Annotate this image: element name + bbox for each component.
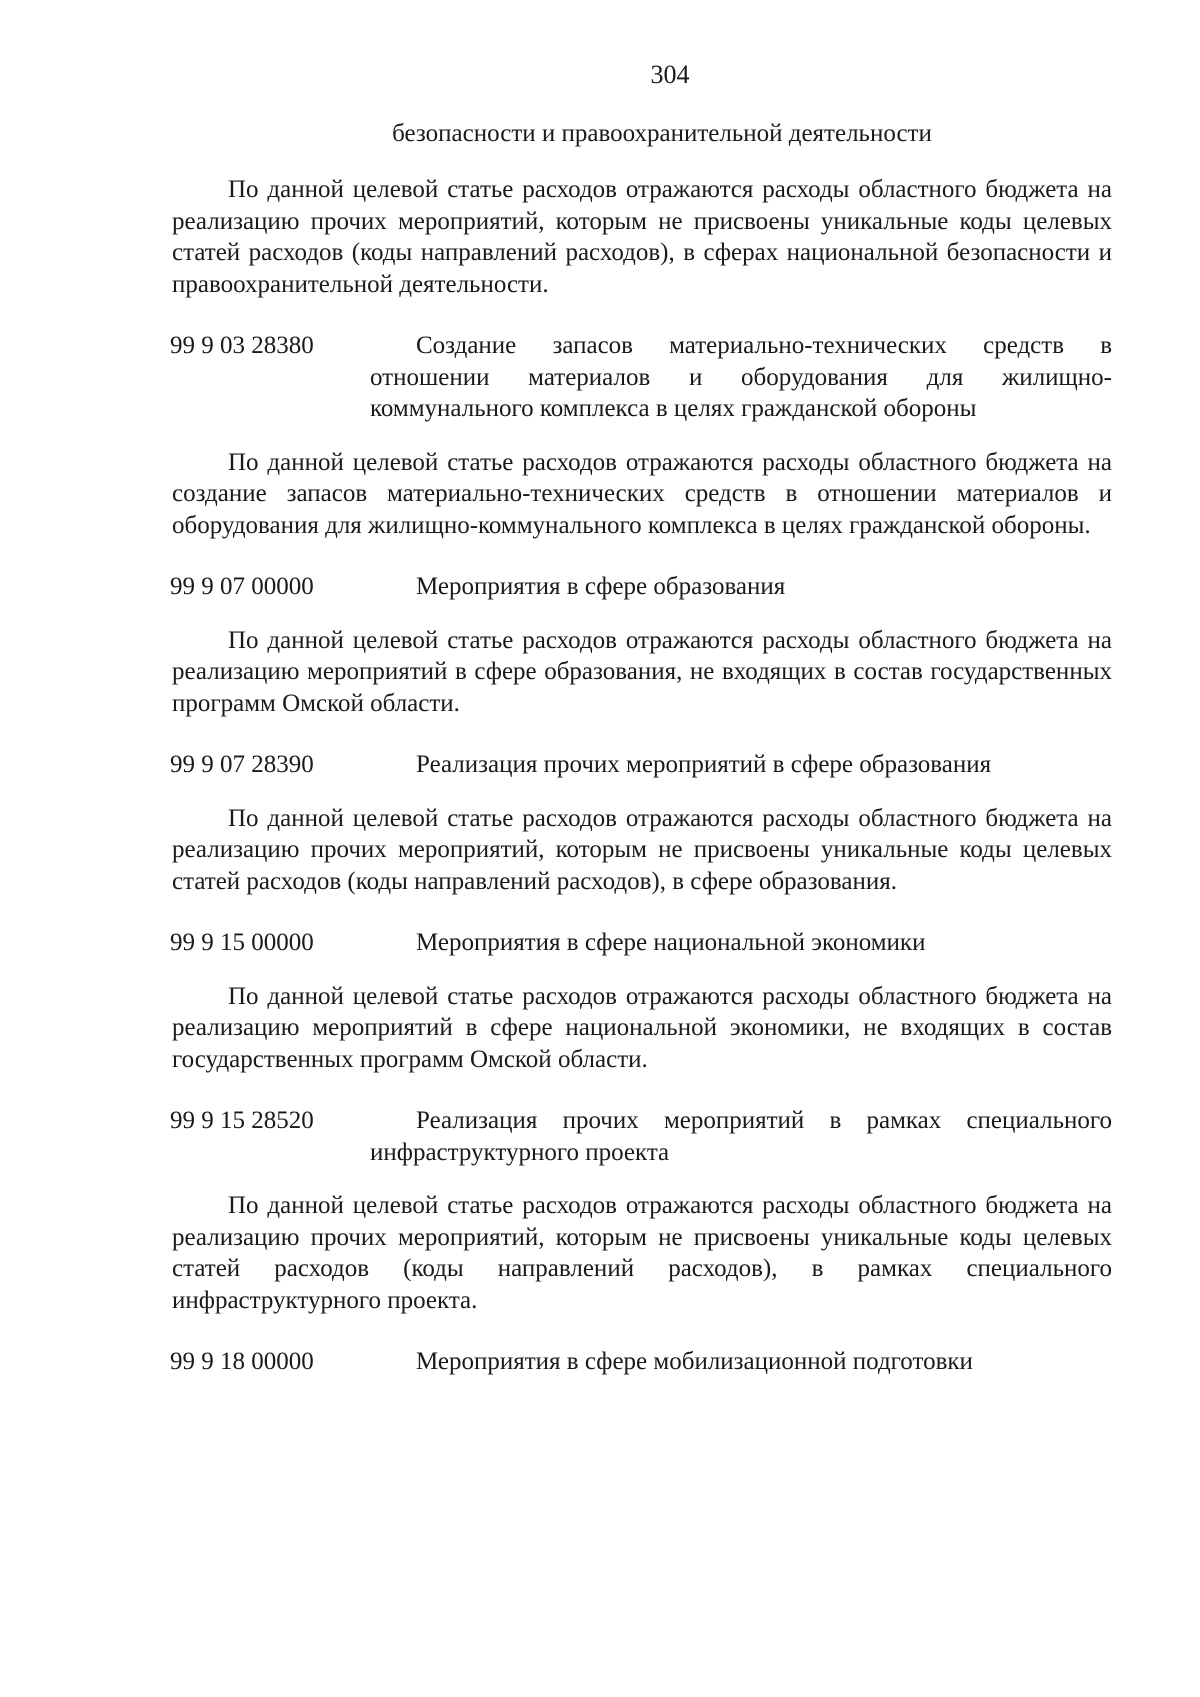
entry-code: 99 9 18 00000 (170, 1348, 314, 1375)
entry-code: 99 9 15 00000 (170, 929, 314, 956)
document-body (172, 118, 1112, 1378)
entry-title: Реализация прочих мероприятий в рамках специального инфраструктурного проекта (370, 1107, 1112, 1166)
entry-code: 99 9 03 28380 (170, 332, 314, 359)
entry-heading (172, 330, 1112, 425)
entry-heading (172, 1105, 1112, 1168)
page-number: 304 (650, 60, 690, 89)
entry-heading (172, 571, 1112, 603)
entry-heading (172, 749, 1112, 781)
entry-block (172, 1346, 1112, 1378)
entry-block (172, 749, 1112, 927)
entry-description: По данной целевой статье расходов отражаются расходы областного бюджета на реализацию мероприятий в сфере национальной экономики, не входящих в состав государственных программ Омской области. (172, 982, 1112, 1073)
entry-code: 99 9 15 28520 (170, 1107, 314, 1134)
entry-block (172, 330, 1112, 571)
entry-heading (172, 927, 1112, 959)
entry-description: По данной целевой статье расходов отражаются расходы областного бюджета на реализацию прочих мероприятий, которым не присвоены уникальные коды целевых статей расходов (коды направлений расходов), в сфере образования. (172, 804, 1112, 895)
entry-title: Реализация прочих мероприятий в сфере образования (416, 751, 992, 778)
entry-code: 99 9 07 28390 (170, 751, 314, 778)
entry-title: Мероприятия в сфере национальной экономики (416, 929, 926, 956)
entry-block (172, 927, 1112, 1105)
entry-block (172, 571, 1112, 749)
section-heading-continued: безопасности и правоохранительной деятельности (392, 120, 932, 147)
entry-description: По данной целевой статье расходов отражаются расходы областного бюджета на реализацию прочих мероприятий, которым не присвоены уникальные коды целевых статей расходов (коды направлений расходов), в рамках специального инфраструктурного проекта. (172, 1192, 1112, 1314)
entry-description: По данной целевой статье расходов отражаются расходы областного бюджета на создание запасов материально-технических средств в отношении материалов и оборудования для жилищно-коммунального комплекса в целях гражданской обороны. (172, 448, 1112, 539)
entry-title: Мероприятия в сфере мобилизационной подготовки (416, 1348, 973, 1375)
entry-code: 99 9 07 00000 (170, 573, 314, 600)
entry-title: Мероприятия в сфере образования (416, 573, 786, 600)
entry-description: По данной целевой статье расходов отражаются расходы областного бюджета на реализацию мероприятий в сфере образования, не входящих в состав государственных программ Омской области. (172, 626, 1112, 717)
entry-title: Создание запасов материально-технических средств в отношении материалов и оборудования для жилищно-коммунального комплекса в целях гражданской обороны (370, 332, 1112, 422)
entry-heading (172, 1346, 1112, 1378)
entry-block (172, 1105, 1112, 1346)
intro-paragraph: По данной целевой статье расходов отражаются расходы областного бюджета на реализацию прочих мероприятий, которым не присвоены уникальные коды целевых статей расходов (коды направлений расходов), в сферах национальной безопасности и правоохранительной деятельности. (172, 176, 1112, 298)
